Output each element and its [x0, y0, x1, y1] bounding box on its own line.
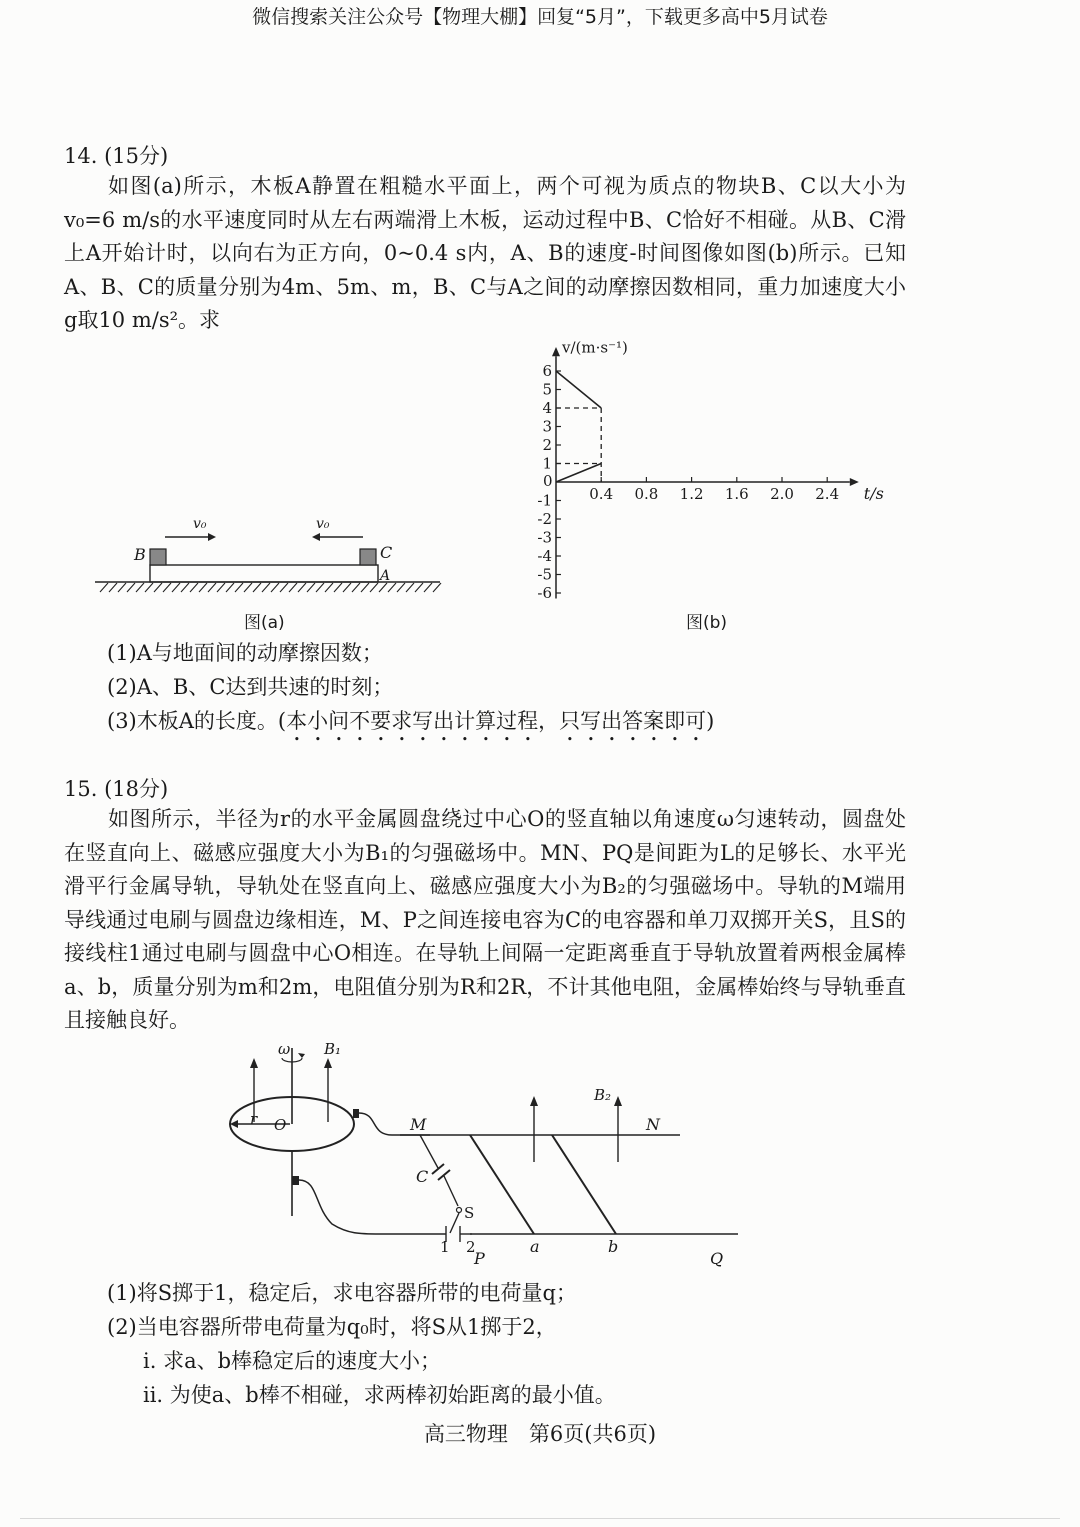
- chart-x-tick-label: 2.4: [815, 485, 840, 503]
- label-b: B: [134, 545, 146, 564]
- hatch-mark: [271, 583, 279, 592]
- chart-y-tick-label: 4: [542, 399, 552, 417]
- figure-q15: [210, 1038, 750, 1273]
- chart-y-tick-label: 1: [542, 454, 552, 473]
- figure-a-caption: 图(a): [244, 613, 285, 633]
- hatch-mark: [334, 583, 342, 592]
- radius-label: r: [250, 1110, 258, 1128]
- rod-b-label: b: [608, 1237, 619, 1256]
- figure-b-caption: 图(b): [686, 613, 728, 633]
- hatch-mark: [235, 583, 243, 592]
- figure-b-chart: [520, 338, 884, 605]
- hatch-mark: [172, 583, 180, 592]
- hatch-mark: [307, 583, 315, 592]
- v0-right-arrow-head: [312, 533, 320, 541]
- hatch-mark: [424, 583, 432, 592]
- chart-series-line-2: [556, 464, 601, 483]
- page-footer: 高三物理 第6页(共6页): [423, 1422, 657, 1446]
- chart-x-axis-label: t/s: [863, 484, 884, 503]
- q14-sub3: [107, 704, 714, 746]
- hatch-mark: [406, 583, 414, 592]
- hatch-mark: [379, 583, 387, 592]
- wire-m-to-capacitor: [420, 1135, 438, 1168]
- v0-left-label: v₀: [193, 516, 207, 532]
- block-b: [150, 549, 166, 565]
- center-o-label: O: [274, 1116, 287, 1134]
- chart-y-tick-label: -6: [537, 584, 552, 602]
- rod-b: [552, 1135, 616, 1234]
- terminal-1-label: 1: [440, 1238, 450, 1256]
- q14-sub3-emphasis: 本小问不要求写出计算过程，只写出答案即可: [286, 709, 707, 733]
- switch-pivot: [457, 1208, 462, 1213]
- chart-y-axis-label: v/(m·s⁻¹): [562, 338, 628, 357]
- center-brush: [292, 1176, 299, 1185]
- board-a: [150, 565, 378, 582]
- hatch-mark: [118, 583, 126, 592]
- capacitor-plate-1: [432, 1164, 444, 1174]
- hatch-mark: [433, 583, 441, 592]
- q15-sub2i: i. 求a、b棒稳定后的速度大小；: [143, 1349, 442, 1373]
- terminal-2-label: 2: [466, 1238, 476, 1256]
- chart-x-tick-label: 1.6: [724, 485, 749, 503]
- top-banner: 微信搜索关注公众号【物理大棚】回复“5月”，下载更多高中5月试卷: [252, 6, 828, 28]
- chart-x-axis-arrow: [850, 478, 859, 486]
- hatch-mark: [199, 583, 207, 592]
- chart-x-tick-label: 0.4: [589, 485, 614, 503]
- q14-body: [64, 170, 906, 338]
- hatch-mark: [127, 583, 135, 592]
- q14-sub3-main: (3)木板A的长度。(: [107, 709, 287, 733]
- q15-body: [64, 803, 906, 1038]
- hatch-mark: [388, 583, 396, 592]
- chart-x-tick-label: 1.2: [679, 485, 704, 503]
- switch-blade: [450, 1213, 459, 1233]
- capacitor-plate-2: [438, 1170, 450, 1180]
- wire-center-to-terminal1: [299, 1180, 446, 1234]
- edge-brush: [353, 1109, 359, 1118]
- p-label: P: [474, 1249, 485, 1268]
- q14-heading: 14. (15分): [64, 144, 169, 168]
- chart-x-tick-label: 0.8: [634, 485, 659, 503]
- q14-body-text: 如图(a)所示，木板A静置在粗糙水平面上，两个可视为质点的物块B、C以大小为v₀=6 m/s的水平速度同时从左右两端滑上木板，运动过程中B、C恰好不相碰。从B、C滑上A开始计时，以向右为正方向，0~0.4 s内，A、B的速度-时间图像如图(b)所示。已知A、B、C的质量分别为4m、5m、m，B、C与A之间的动摩擦因数相同，重力加速度大小g取10 m/s²。求: [64, 174, 906, 332]
- hatch-mark: [217, 583, 225, 592]
- hatch-mark: [208, 583, 216, 592]
- hatch-mark: [244, 583, 252, 592]
- hatch-mark: [370, 583, 378, 592]
- v0-left-arrow-head: [208, 533, 216, 541]
- q15-sub2ii: ii. 为使a、b棒不相碰，求两棒初始距离的最小值。: [143, 1383, 616, 1407]
- bottom-divider: [20, 1518, 1060, 1519]
- hatch-mark: [181, 583, 189, 592]
- label-c: C: [380, 543, 393, 562]
- chart-x-tick-label: 2.0: [770, 485, 794, 503]
- hatch-mark: [415, 583, 423, 592]
- q14-sub1: (1)A与地面间的动摩擦因数；: [107, 641, 383, 665]
- hatch-mark: [397, 583, 405, 592]
- hatch-mark: [109, 583, 117, 592]
- hatch-mark: [361, 583, 369, 592]
- hatch-mark: [190, 583, 198, 592]
- ground-hatch: [100, 583, 441, 592]
- hatch-mark: [352, 583, 360, 592]
- chart-y-tick-label: -4: [537, 547, 552, 565]
- chart-y-tick-label: -3: [537, 528, 552, 547]
- rod-a-label: a: [530, 1237, 540, 1256]
- rotation-arrow-head: [298, 1053, 305, 1058]
- chart-y-tick-label: 6: [542, 362, 552, 380]
- label-a: A: [380, 568, 391, 584]
- chart-y-tick-label: -2: [537, 510, 552, 528]
- chart-y-tick-label: 2: [542, 436, 552, 454]
- q14-sub3-end: ): [706, 709, 715, 733]
- hatch-mark: [280, 583, 288, 592]
- hatch-mark: [316, 583, 324, 592]
- q14-subquestions: [107, 636, 714, 746]
- hatch-mark: [100, 583, 108, 592]
- q15-subquestions: [107, 1276, 616, 1412]
- hatch-mark: [136, 583, 144, 592]
- chart-y-axis-arrow: [552, 347, 560, 356]
- rod-a: [470, 1135, 534, 1234]
- hatch-mark: [226, 583, 234, 592]
- b2-arrow-left-head: [530, 1096, 538, 1106]
- b2-label: B₂: [594, 1086, 612, 1104]
- hatch-mark: [145, 583, 153, 592]
- m-label: M: [410, 1115, 427, 1134]
- block-c: [360, 549, 376, 565]
- q15-body-text: 如图所示，半径为r的水平金属圆盘绕过中心O的竖直轴以角速度ω匀速转动，圆盘处在竖直向上、磁感应强度大小为B₁的匀强磁场中。MN、PQ是间距为L的足够长、水平光滑平行金属导轨，导轨处在竖直向上、磁感应强度大小为B₂的匀强磁场中。导轨的M端用导线通过电刷与圆盘边缘相连，M、P之间连接电容为C的电容器和单刀双掷开关S，且S的接线柱1通过电刷与圆盘中心O相连。在导轨上间隔一定距离垂直于导轨放置着两根金属棒a、b，质量分别为m和2m，电阻值分别为R和2R，不计其他电阻，金属棒始终与导轨垂直且接触良好。: [64, 807, 906, 1032]
- q14-sub2: (2)A、B、C达到共速的时刻；: [107, 675, 394, 699]
- capacitor-label: C: [416, 1167, 429, 1186]
- b1-arrow-left-head: [250, 1058, 258, 1068]
- hatch-mark: [253, 583, 261, 592]
- chart-origin-label: 0: [543, 472, 553, 490]
- v0-right-label: v₀: [316, 516, 330, 532]
- omega-label: ω: [278, 1040, 291, 1058]
- switch-label: S: [464, 1204, 475, 1222]
- chart-y-tick-label: -1: [537, 491, 552, 510]
- n-label: N: [646, 1115, 660, 1134]
- figure-a: [90, 510, 450, 600]
- chart-series-line-1: [556, 371, 601, 408]
- hatch-mark: [262, 583, 270, 592]
- chart-y-tick-label: -5: [537, 565, 552, 584]
- b2-arrow-right-head: [614, 1096, 622, 1106]
- hatch-mark: [163, 583, 171, 592]
- q-label: Q: [710, 1249, 724, 1268]
- hatch-mark: [298, 583, 306, 592]
- wire-capacitor-to-switch: [444, 1176, 458, 1206]
- hatch-mark: [154, 583, 162, 592]
- hatch-mark: [343, 583, 351, 592]
- chart-y-tick-label: 3: [542, 417, 552, 436]
- b1-arrow-right-head: [324, 1058, 332, 1068]
- b1-label: B₁: [324, 1040, 342, 1058]
- hatch-mark: [325, 583, 333, 592]
- q15-heading: 15. (18分): [64, 777, 169, 801]
- q15-sub2: (2)当电容器所带电荷量为q₀时，将S从1掷于2，: [107, 1315, 557, 1339]
- q15-sub1: (1)将S掷于1，稳定后，求电容器所带的电荷量q；: [107, 1281, 577, 1305]
- chart-y-tick-label: 5: [542, 380, 552, 399]
- hatch-mark: [289, 583, 297, 592]
